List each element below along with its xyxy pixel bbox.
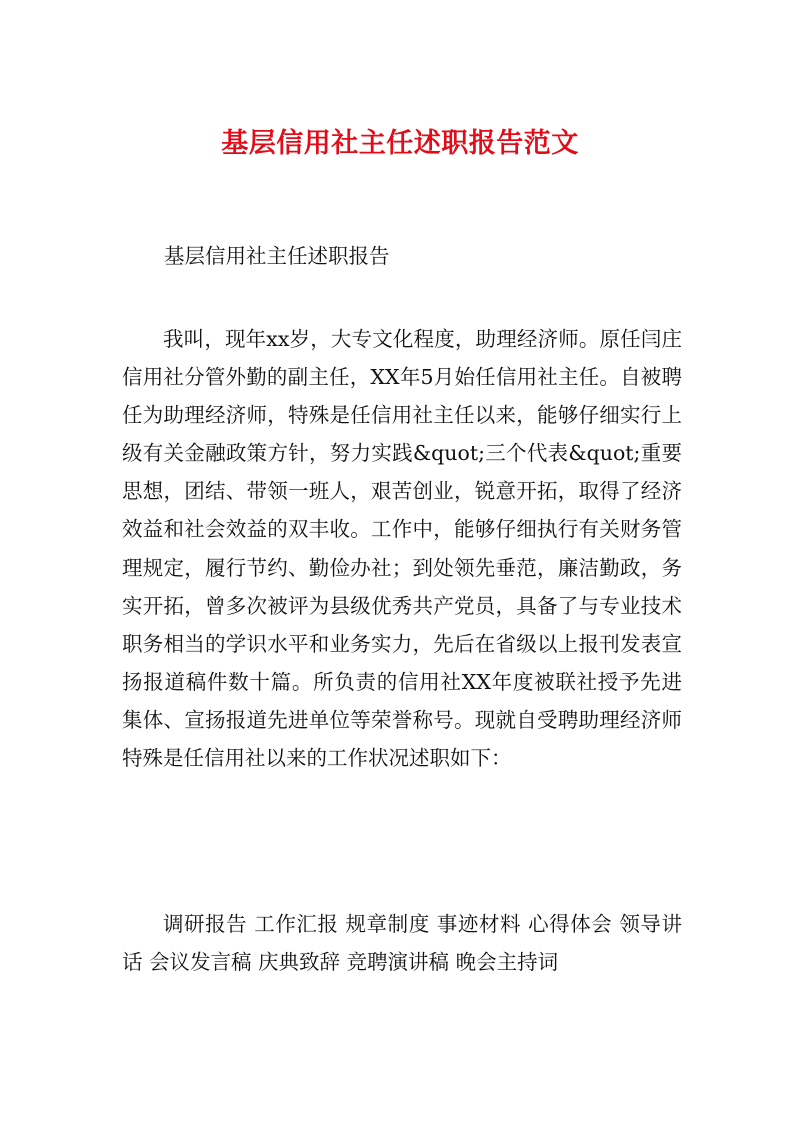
body-paragraph-2: 调研报告 工作汇报 规章制度 事迹材料 心得体会 领导讲话 会议发言稿 庆典致辞 竞聘演讲稿 晚会主持词 (122, 912, 682, 975)
body-paragraph-1: 我叫，现年xx岁，大专文化程度，助理经济师。原任闫庄信用社分管外勤的副主任，XX年5月始任信用社主任。自被聘任为助理经济师，特殊是任信用社主任以来，能够仔细实行上级有关金融政策方针，努力实践&quot;三个代表&quot;重要思想，团结、带领一班人，艰苦创业，锐意开拓，取得了经济效益和社会效益的双丰收。工作中，能够仔细执行有关财务管理规定，履行节约、勤俭办社；到处领先垂范，廉洁勤政，务实开拓，曾多次被评为县级优秀共产党员，具备了与专业技术职务相当的学识水平和业务实力，先后在省级以上报刊发表宣扬报道稿件数十篇。所负责的信用社XX年度被联社授予先进集体、宣扬报道先进单位等荣誉称号。现就自受聘助理经济师特殊是任信用社以来的工作状况述职如下： (122, 327, 682, 771)
document-subtitle: 基层信用社主任述职报告 (164, 244, 390, 268)
document-title: 基层信用社主任述职报告范文 (221, 128, 579, 159)
